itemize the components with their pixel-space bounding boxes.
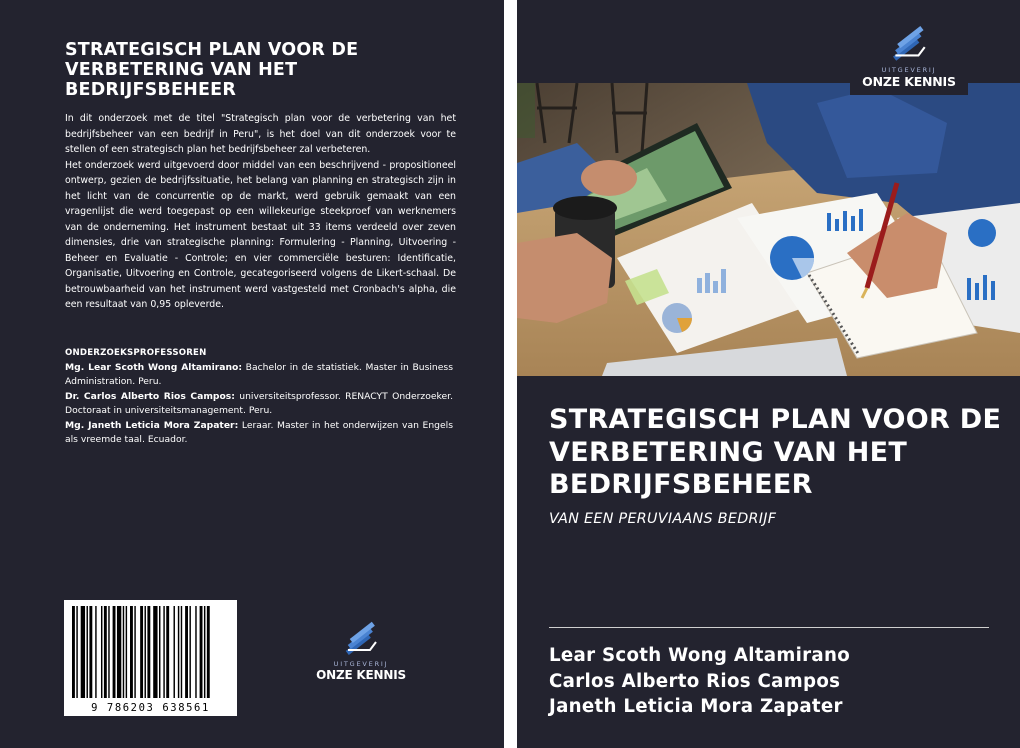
barcode-bar [89, 606, 92, 698]
author-name: Carlos Alberto Rios Campos [549, 670, 841, 692]
barcode-bar [166, 606, 169, 698]
barcode-bar [178, 606, 179, 698]
barcode-bar [104, 606, 107, 698]
barcode-bar [163, 606, 164, 698]
barcode-bar [113, 606, 116, 698]
author-list [549, 643, 850, 720]
barcode-bar [72, 606, 75, 698]
professor-entry [65, 390, 453, 419]
barcode-bar [126, 606, 127, 698]
barcode-bar [145, 606, 146, 698]
professor-bio: Leraar. Master in het onderwijzen van Engels als vreemde taal. Ecuador. [65, 419, 453, 445]
publisher-name: ONZE KENNIS [862, 74, 956, 89]
barcode-bar [101, 606, 102, 698]
barcode-bar [189, 606, 190, 698]
barcode-bar [117, 606, 121, 698]
barcode-bar [76, 606, 77, 698]
book-stack-logo-icon [340, 620, 382, 660]
barcode-bar [181, 606, 182, 698]
front-cover-subtitle: VAN EEN PERUVIAANS BEDRIJF [549, 511, 777, 527]
publisher-logo-back [312, 620, 410, 682]
back-cover [0, 0, 504, 748]
barcode-bars [70, 606, 231, 698]
barcode-bar [207, 606, 210, 698]
barcode-bar [130, 606, 133, 698]
author-name: Lear Scoth Wong Altamirano [549, 645, 851, 666]
professor-bio: universiteitsprofessor. RENACYT Onderzoeker. Doctoraat in universiteitsmanagement. Peru. [65, 390, 453, 416]
professor-name: Mg. Lear Scoth Wong Altamirano: [65, 361, 243, 373]
publisher-label: UITGEVERIJ [333, 660, 389, 668]
barcode-bar [159, 606, 160, 698]
blurb-paragraph: Het onderzoek werd uitgevoerd door middel van een beschrijvend - propositioneel ontwerp, gezien de bedrijfssituatie, het belang van planning en strategisch zijn in het licht van de concurrentie op de markt, werd gebruik gemaakt van een vragenlijst die werd toegepast op een willekeurige steekproef van werknemers van de onderneming. Het instrument bestaat uit 33 items verdeeld over zeven dimensies, drie van strategische planning: Formulering - Planning, Uitvoering - Beheer en Evaluatie - Controle; en vier commerciële besturen: Identificatie, Organisatie, Uitvoering en Controle, gecategoriseerd volgens de Likert-schaal. De betrouwbaarheid van het instrument werd vastgesteld met Cronbach's alpha, die een resultaat van 0,95 opleverde. [65, 159, 456, 310]
isbn-number: 9 786203 638561 [91, 702, 210, 714]
barcode-bar [95, 606, 96, 698]
author-name: Janeth Leticia Mora Zapater [549, 696, 843, 717]
professor-name: Mg. Janeth Leticia Mora Zapater: [65, 419, 239, 431]
professors-section [65, 346, 453, 448]
barcode-bar [81, 606, 85, 698]
barcode-bar [204, 606, 205, 698]
barcode-bar [108, 606, 109, 698]
isbn-barcode [64, 600, 237, 716]
professors-heading: ONDERZOEKSPROFESSOREN [65, 348, 207, 358]
publisher-label: UITGEVERIJ [881, 66, 937, 74]
divider [549, 627, 989, 628]
professor-name: Dr. Carlos Alberto Rios Campos: [65, 390, 235, 402]
barcode-bar [195, 606, 196, 698]
back-cover-blurb [65, 111, 456, 313]
professor-bio: Bachelor in de statistiek. Master in Business Administration. Peru. [65, 361, 453, 387]
book-stack-logo-icon [887, 24, 931, 66]
front-cover [517, 0, 1020, 748]
back-cover-title: STRATEGISCH PLAN VOOR DE VERBETERING VAN HET BEDRIJFSBEHEER [65, 40, 359, 100]
blurb-paragraph: In dit onderzoek met de titel "Strategisch plan voor de verbetering van het bedrijfsbeheer van een bedrijf in Peru", is het doel van dit onderzoek voor te stellen of een strategisch plan het bedrijfsbeheer zal verbeteren. [65, 113, 456, 155]
barcode-bar [123, 606, 124, 698]
publisher-name: ONZE KENNIS [316, 668, 406, 682]
barcode-bar [200, 606, 203, 698]
barcode-bar [147, 606, 150, 698]
barcode-bar [134, 606, 135, 698]
front-cover-title: STRATEGISCH PLAN VOOR DE VERBETERING VAN HET BEDRIJFSBEHEER [549, 404, 1002, 500]
business-meeting-photo [517, 83, 1020, 376]
barcode-bar [87, 606, 88, 698]
barcode-bar [140, 606, 143, 698]
barcode-bar [185, 606, 188, 698]
barcode-bar [153, 606, 157, 698]
publisher-logo-front [850, 22, 968, 95]
professor-entry [65, 361, 453, 390]
professor-entry [65, 419, 453, 448]
barcode-bar [174, 606, 175, 698]
